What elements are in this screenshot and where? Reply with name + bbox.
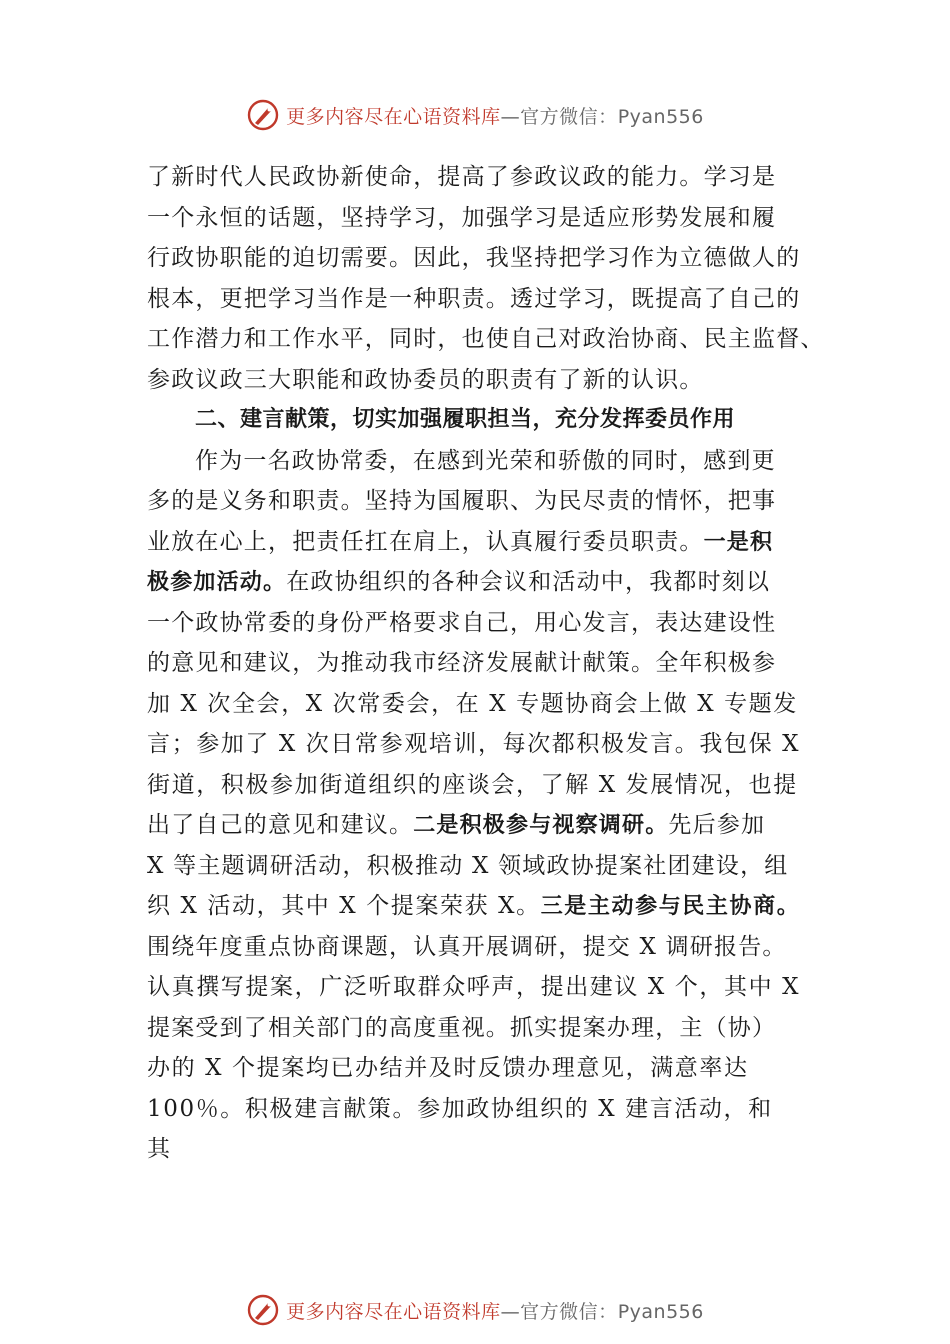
pen-logo-icon bbox=[246, 98, 280, 132]
text-line: 街道，积极参加街道组织的座谈会，了解 X 发展情况，也提 bbox=[147, 771, 798, 798]
pen-logo-icon bbox=[246, 1293, 280, 1327]
text-line: X 等主题调研活动，积极推动 X 领域政协提案社团建设，组 bbox=[147, 852, 789, 879]
bold-phrase: 极参加活动。 bbox=[147, 570, 287, 595]
text-line: 根本，更把学习当作是一种职责。透过学习，既提高了自己的 bbox=[147, 285, 801, 312]
bold-phrase: 二是积极参与视察调研。 bbox=[413, 813, 669, 838]
text-line: 围绕年度重点协商课题，认真开展调研，提交 X 调研报告。 bbox=[147, 933, 787, 960]
watermark-text: 更多内容尽在心语资料库—官方微信：Pyan556 bbox=[286, 105, 704, 128]
text-line: 办的 X 个提案均已办结并及时反馈办理意见，满意率达 bbox=[147, 1055, 749, 1081]
text-line: 织 X 活动，其中 X 个提案荣获 X。三是主动参与民主协商。 bbox=[147, 893, 801, 919]
bold-phrase: 三是主动参与民主协商。 bbox=[540, 894, 801, 919]
text-line: 一个永恒的话题，坚持学习，加强学习是适应形势发展和履 bbox=[147, 204, 777, 231]
text-line: 100％。积极建言献策。参加政协组织的 X 建言活动，和 bbox=[147, 1095, 773, 1122]
header-watermark bbox=[0, 95, 950, 135]
text-line: 出了自己的意见和建议。二是积极参与视察调研。先后参加 bbox=[147, 812, 766, 838]
text-line: 参政议政三大职能和政协委员的职责有了新的认识。 bbox=[147, 366, 704, 393]
text-line: 认真撰写提案，广泛听取群众呼声，提出建议 X 个，其中 X bbox=[147, 974, 801, 1000]
document-body bbox=[147, 157, 847, 1170]
text-line: 的意见和建议，为推动我市经济发展献计献策。全年积极参 bbox=[147, 650, 777, 676]
text-line: 作为一名政协常委，在感到光荣和骄傲的同时，感到更 bbox=[195, 447, 776, 474]
bold-phrase: 一是积 bbox=[703, 529, 774, 555]
watermark-text: 更多内容尽在心语资料库—官方微信：Pyan556 bbox=[286, 1300, 704, 1323]
text-line: 了新时代人民政协新使命，提高了参政议政的能力。学习是 bbox=[147, 164, 777, 190]
text-line: 言；参加了 X 次日常参观培训，每次都积极发言。我包保 X bbox=[147, 731, 801, 757]
text-line: 加 X 次全会，X 次常委会，在 X 专题协商会上做 X 专题发 bbox=[147, 690, 798, 717]
text-line: 行政协职能的迫切需要。因此，我坚持把学习作为立德做人的 bbox=[147, 245, 801, 271]
footer-watermark bbox=[0, 1290, 950, 1330]
text-line: 工作潜力和工作水平，同时，也使自己对政治协商、民主监督、 bbox=[147, 326, 825, 352]
text-line: 提案受到了相关部门的高度重视。抓实提案办理，主（协） bbox=[147, 1014, 777, 1041]
text-line: 业放在心上，把责任扛在肩上，认真履行委员职责。一是积 bbox=[147, 528, 774, 555]
text-line: 一个政协常委的身份严格要求自己，用心发言，表达建设性 bbox=[147, 609, 777, 636]
text-line: 其 bbox=[147, 1136, 172, 1162]
text-line: 极参加活动。在政协组织的各种会议和活动中，我都时刻以 bbox=[147, 569, 771, 595]
text-line: 多的是义务和职责。坚持为国履职、为民尽责的情怀，把事 bbox=[147, 488, 777, 514]
section-heading: 二、建言献策，切实加强履职担当，充分发挥委员作用 bbox=[195, 407, 736, 432]
